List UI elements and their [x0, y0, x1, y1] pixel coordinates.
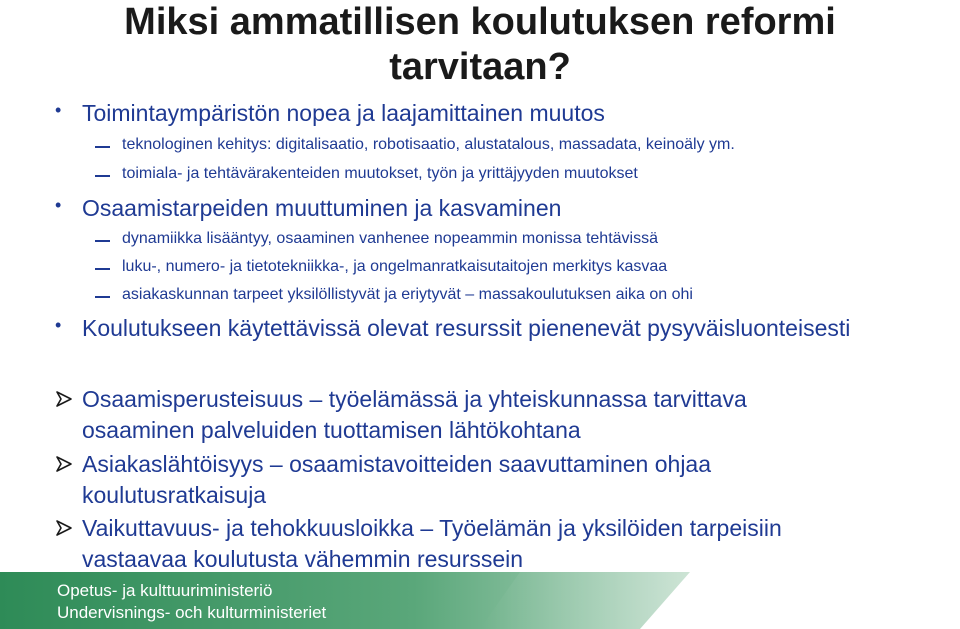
- dash-icon: [95, 268, 110, 270]
- ministry-name-sv: Undervisnings- och kulturministeriet: [57, 603, 327, 622]
- title-line-1: Miksi ammatillisen koulutuksen reformi: [124, 1, 836, 43]
- bullet-dot-icon: •: [55, 315, 62, 335]
- bullet-dot-icon: •: [55, 195, 62, 215]
- ministry-name-fi: Opetus- ja kulttuuriministeriö: [57, 581, 273, 600]
- sub-bullet-text: asiakaskunnan tarpeet yksilöllistyvät ja eriytyvät – massakoulutuksen aika on ohi: [122, 286, 693, 303]
- sub-bullet-text: teknologinen kehitys: digitalisaatio, robotisaatio, alustatalous, massadata, keinoäly ym.: [122, 136, 735, 153]
- dash-icon: [95, 296, 110, 298]
- arrow-item-text: Asiakaslähtöisyys – osaamistavoitteiden saavuttaminen ohjaa koulutusratkaisuja: [82, 451, 712, 508]
- bullet-text: Toimintaympäristön nopea ja laajamittainen muutos: [82, 100, 605, 126]
- sub-bullet-text: toimiala- ja tehtävärakenteiden muutokset, työn ja yrittäjyyden muutokset: [122, 165, 638, 182]
- arrow-bullet-icon: [55, 519, 73, 537]
- slide-title: [0, 0, 960, 90]
- dash-icon: [95, 175, 110, 177]
- bullet-text: Koulutukseen käytettävissä olevat resurssit pienenevät pysyväisluonteisesti: [82, 315, 851, 341]
- dash-icon: [95, 146, 110, 148]
- title-line-2: tarvitaan?: [389, 46, 571, 88]
- arrow-item-text: Osaamisperusteisuus – työelämässä ja yhteiskunnassa tarvittava osaaminen palveluiden tuottamisen lähtökohtana: [82, 386, 747, 443]
- arrow-bullet-icon: [55, 455, 73, 473]
- bullet-text: Osaamistarpeiden muuttuminen ja kasvaminen: [82, 195, 562, 221]
- footer-banner: [0, 572, 960, 629]
- sub-bullet-text: luku-, numero- ja tietotekniikka-, ja ongelmanratkaisutaitojen merkitys kasvaa: [122, 258, 668, 275]
- bullet-dot-icon: •: [55, 100, 62, 120]
- dash-icon: [95, 240, 110, 242]
- arrow-item-text: Vaikuttavuus- ja tehokkuusloikka – Työelämän ja yksilöiden tarpeisiin vastaavaa koulutusta vähemmin resurssein: [82, 515, 782, 572]
- sub-bullet-text: dynamiikka lisääntyy, osaaminen vanhenee nopeammin monissa tehtävissä: [122, 230, 658, 247]
- arrow-bullet-icon: [55, 390, 73, 408]
- ministry-logo-text: [57, 580, 326, 624]
